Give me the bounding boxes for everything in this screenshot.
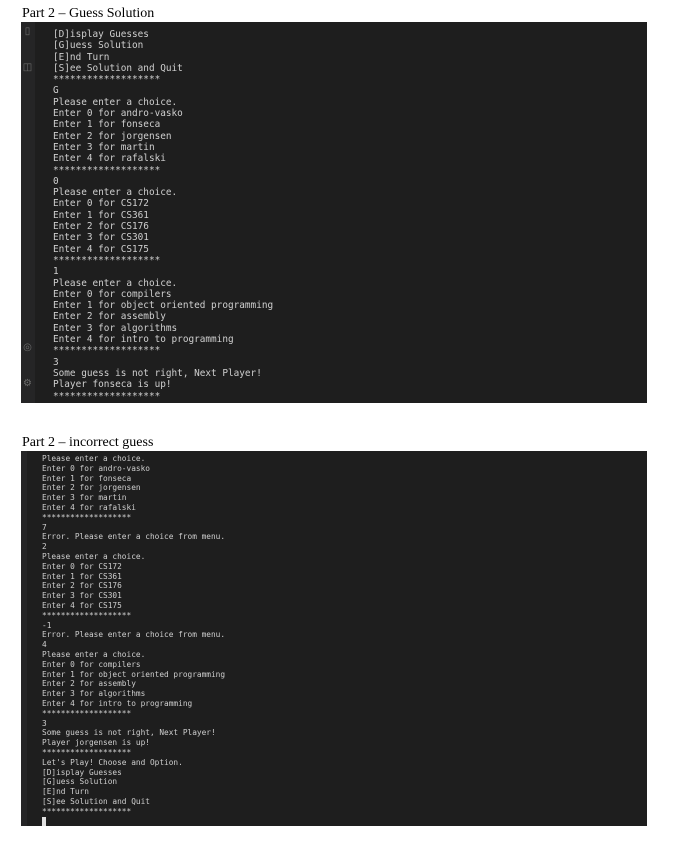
terminal-prompt-line[interactable] (42, 816, 225, 826)
terminal-line: ******************* (53, 345, 161, 357)
terminal-line: Enter 3 for CS301 (53, 232, 149, 244)
terminal-line: -1 (42, 620, 52, 630)
terminal-line: Enter 1 for object oriented programming (42, 669, 226, 679)
terminal-line: Error. Please enter a choice from menu. (42, 532, 226, 542)
terminal-line: [D]isplay Guesses (42, 767, 122, 777)
terminal-line: 7 (42, 522, 47, 532)
terminal-line: Enter 1 for CS361 (53, 209, 149, 221)
terminal-line: ******************* (53, 254, 161, 266)
account-icon[interactable]: ◎ (23, 342, 32, 353)
terminal-line: Enter 2 for CS176 (42, 581, 122, 591)
terminal-line: ******************* (53, 164, 161, 176)
terminal-line: [E]nd Turn (42, 787, 89, 797)
terminal-line: ******************* (42, 512, 132, 522)
terminal-line: Enter 4 for rafalski (42, 502, 136, 512)
terminal-line: Please enter a choice. (53, 277, 178, 289)
terminal-line: Let's Play! Choose and Option. (42, 757, 183, 767)
terminal-line: Enter 3 for algorithms (53, 322, 178, 334)
activity-bar (21, 22, 35, 403)
text-cursor (42, 817, 46, 826)
terminal-line: Enter 4 for intro to programming (53, 334, 234, 346)
terminal-line: Enter 3 for algorithms (42, 689, 146, 699)
terminal-line: Please enter a choice. (42, 454, 146, 463)
terminal-line: [G]uess Solution (42, 777, 118, 787)
terminal-line: Please enter a choice. (53, 187, 178, 199)
terminal-line: Enter 0 for andro-vasko (53, 108, 183, 120)
terminal-line: [S]ee Solution and Quit (53, 62, 183, 74)
terminal-line: Some guess is not right, Next Player! (42, 728, 216, 738)
terminal-line: Please enter a choice. (42, 649, 146, 659)
terminal-line: ******************* (53, 390, 161, 402)
terminal-panel-guess-solution[interactable] (21, 22, 647, 403)
terminal-line: Enter 2 for jorgensen (53, 130, 172, 142)
section-heading-guess-solution: Part 2 – Guess Solution (22, 6, 155, 21)
terminal-line: Enter 1 for CS361 (42, 571, 122, 581)
terminal-line: Enter 2 for CS176 (53, 221, 149, 233)
terminal-panel-incorrect-guess[interactable] (21, 451, 647, 826)
terminal-output (53, 29, 273, 402)
terminal-line: Enter 0 for compilers (42, 659, 141, 669)
terminal-line: 3 (42, 718, 47, 728)
terminal-line: G (53, 85, 59, 97)
settings-gear-icon[interactable]: ⚙ (23, 378, 32, 389)
terminal-line: Enter 4 for CS175 (42, 600, 122, 610)
terminal-line: Please enter a choice. (42, 551, 146, 561)
terminal-line: Player jorgensen is up! (42, 738, 150, 748)
terminal-line: Enter 1 for object oriented programming (53, 300, 274, 312)
extensions-icon[interactable]: ◫ (22, 62, 33, 73)
terminal-line: Enter 3 for martin (42, 493, 127, 503)
activity-bar (21, 451, 27, 826)
terminal-line: Error. Please enter a choice from menu. (42, 630, 226, 640)
terminal-line: Please enter a choice. (53, 96, 178, 108)
terminal-line: ******************* (42, 806, 132, 816)
terminal-line: ******************* (42, 708, 132, 718)
terminal-line: Enter 4 for CS175 (53, 243, 149, 255)
terminal-line: Enter 0 for compilers (53, 288, 172, 300)
terminal-line: 0 (53, 175, 59, 187)
terminal-line: Enter 0 for andro-vasko (42, 463, 150, 473)
terminal-line: Enter 3 for CS301 (42, 591, 122, 601)
terminal-line: Enter 1 for fonseca (53, 119, 161, 131)
terminal-line: 2 (42, 542, 47, 552)
terminal-line: Some guess is not right, Next Player! (53, 367, 262, 379)
section-heading-incorrect-guess: Part 2 – incorrect guess (22, 435, 154, 450)
terminal-output (42, 454, 225, 826)
terminal-line: Enter 0 for CS172 (53, 198, 149, 210)
terminal-line: ******************* (53, 74, 161, 86)
terminal-line: Player fonseca is up! (53, 379, 172, 391)
terminal-line: ******************* (42, 610, 132, 620)
terminal-line: [S]ee Solution and Quit (42, 796, 150, 806)
terminal-line: 1 (53, 266, 59, 278)
terminal-line: Enter 0 for CS172 (42, 561, 122, 571)
terminal-line: Enter 1 for fonseca (42, 473, 132, 483)
terminal-line: ******************* (42, 747, 132, 757)
terminal-line: Enter 3 for martin (53, 141, 155, 153)
terminal-line: Enter 2 for assembly (42, 679, 136, 689)
terminal-line: Enter 2 for assembly (53, 311, 166, 323)
terminal-line: [G]uess Solution (53, 40, 144, 52)
terminal-line: Enter 4 for intro to programming (42, 698, 193, 708)
terminal-line: 3 (53, 356, 59, 368)
terminal-line: 4 (42, 640, 47, 650)
terminal-line: Enter 2 for jorgensen (42, 483, 141, 493)
terminal-line: Enter 4 for rafalski (53, 153, 166, 165)
terminal-line: [E]nd Turn (53, 51, 110, 63)
terminal-line: [D]isplay Guesses (53, 29, 149, 40)
files-icon[interactable]: ▯ (24, 26, 31, 37)
